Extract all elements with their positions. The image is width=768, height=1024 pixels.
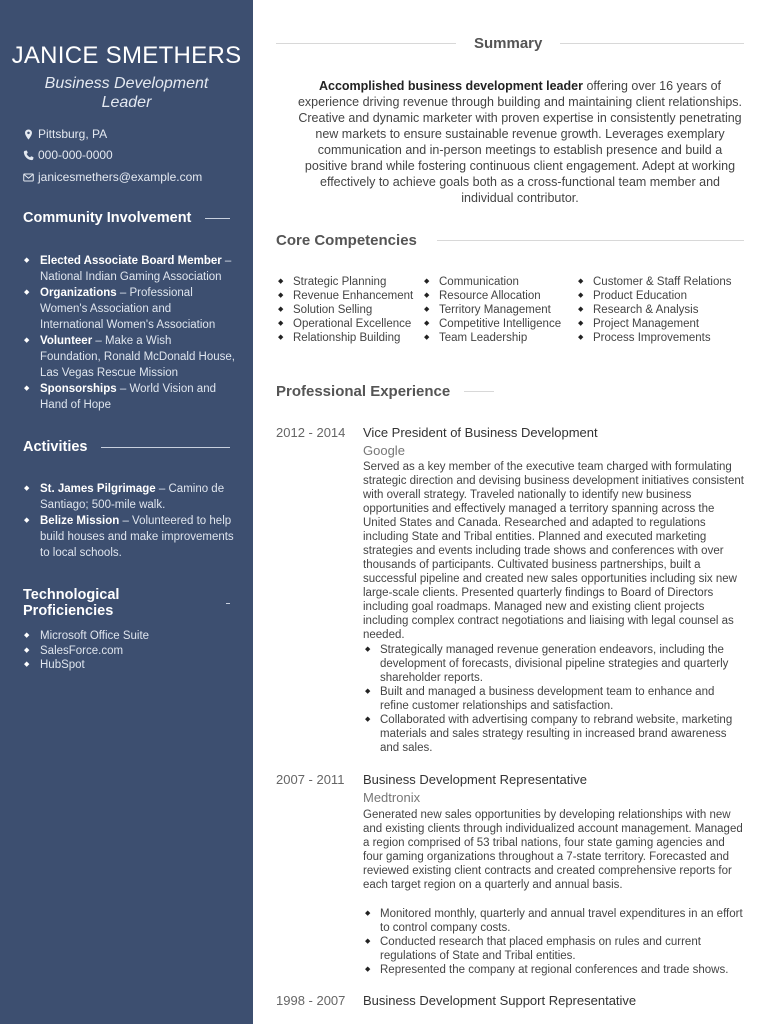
job-bullet: ◆ Strategically managed revenue generation endeavors, including the development of forecasts, divisional pipeline strategies and quarterly shareholder reports. [363,643,745,685]
sidebar [0,0,253,1024]
community-item: ◆ Organizations – Professional Women's Association and International Women's Association [23,285,235,333]
competency-item: ◆ Strategic Planning [277,275,413,289]
job-1-bullets [363,643,745,755]
competency-item: ◆ Research & Analysis [577,303,732,317]
tech-item: ◆ Microsoft Office Suite [23,629,235,644]
phone-text: 000-000-0000 [38,148,113,162]
job-2-company: Medtronix [363,790,421,805]
candidate-title: Business Development Leader [44,75,209,111]
competency-item: ◆ Product Education [577,289,732,303]
job-bullet: ◆ Monitored monthly, quarterly and annual travel expenditures in an effort to control company costs. [363,907,745,935]
contact-phone [23,148,113,162]
summary-lead: Accomplished business development leader [318,79,583,93]
competencies-col-3 [577,275,732,345]
map-pin-icon [23,129,34,140]
competencies-col-1 [277,275,413,345]
activities-heading [23,439,230,455]
community-heading-text: Community Involvement [23,210,192,226]
community-item: ◆ Sponsorships – World Vision and Hand of Hope [23,381,235,413]
competencies-col-2 [423,275,561,345]
activities-heading-rule [101,447,230,448]
competencies-heading [276,232,744,249]
activities-list [23,481,235,561]
job-bullet: ◆ Collaborated with advertising company to rebrand website, marketing materials and sales strategy resulting in increased brand awareness and sales. [363,713,745,755]
activity-item: ◆ St. James Pilgrimage – Camino de Santiago; 500-mile walk. [23,481,235,513]
competency-item: ◆ Team Leadership [423,331,561,345]
job-1-title: Vice President of Business Development [363,425,598,440]
summary-heading [276,35,744,52]
tech-item: ◆ HubSpot [23,658,235,673]
email-text[interactable]: janicesmethers@example.com [38,170,203,184]
job-3-title: Business Development Support Representative [363,993,637,1008]
job-3-years: 1998 - 2007 [276,993,346,1008]
summary-heading-text: Summary [474,35,543,52]
competency-item: ◆ Solution Selling [277,303,413,317]
activity-item: ◆ Belize Mission – Volunteered to help build houses and make improvements to local schools. [23,513,235,561]
envelope-icon [23,172,34,183]
competency-item: ◆ Process Improvements [577,331,732,345]
competency-item: ◆ Customer & Staff Relations [577,275,732,289]
community-heading-rule [205,218,230,219]
community-heading [23,210,230,226]
competency-item: ◆ Resource Allocation [423,289,561,303]
location-text: Pittsburg, PA [38,127,108,141]
competency-item: ◆ Territory Management [423,303,561,317]
tech-list [23,629,235,673]
summary-paragraph [295,78,745,206]
candidate-name: JANICE SMETHERS [11,42,242,69]
contact-location [23,127,107,141]
activities-heading-text: Activities [23,439,88,455]
job-2-title: Business Development Representative [363,772,588,787]
experience-heading [276,383,744,400]
experience-heading-text: Professional Experience [276,383,451,400]
job-2-bullets [363,907,745,977]
competency-item: ◆ Relationship Building [277,331,413,345]
tech-heading-text: Technological Proficiencies [23,587,120,619]
competency-item: ◆ Revenue Enhancement [277,289,413,303]
community-list [23,253,235,413]
job-1-description: Served as a key member of the executive team charged with formulating strategic direction and devising business development initiatives consistent with overall strategy. Traveled nationally to identify new business opportunities and effectively managed a territory spanning across the United States and Canada. Researched and adapted to regulations including State and Tribal entities. Planned and executed marketing strategies and events including trade shows and conferences with over thousands of participants. Cultivated business partnerships, built a successful pipeline and created new sales opportunities including six new large-scale clients. Presented quarterly findings to Board of Directors including goal roadmaps. Managed new and existing client projects including complex contract negotiations and liaising with legal counsel as needed. [363,461,744,641]
tech-heading [23,587,230,619]
job-bullet: ◆ Represented the company at regional conferences and trade shows. [363,963,745,977]
tech-heading-rule [226,603,230,604]
competency-item: ◆ Communication [423,275,561,289]
community-item: ◆ Elected Associate Board Member – National Indian Gaming Association [23,253,235,285]
competencies-heading-text: Core Competencies [276,232,417,249]
competency-item: ◆ Competitive Intelligence [423,317,561,331]
summary-body: offering over 16 years of experience driving revenue through building and maintaining client relationships. Creative and dynamic marketer with proven expertise in consistently penetrating new markets to ensure sustainable revenue growth. Leverages exemplary communication and in-person meetings to establish presence and build a positive brand while fostering continuous client engagement. Adept at working effectively to achieve goals both as a cross-functional team member and individual contributor. [297,79,743,205]
tech-item: ◆ SalesForce.com [23,644,235,659]
job-2-description: Generated new sales opportunities by developing relationships with new and existing clients through individualized account management. Managed a region comprised of 53 tribal nations, four state gaming agencies and four gaming organizations throughout a 7-state territory. Forecasted and reviewed existing client contracts and created comprehensive reports for each target region on a quarterly and annual basis. [363,809,743,891]
competency-item: ◆ Project Management [577,317,732,331]
job-1-company: Google [363,443,405,458]
phone-icon [23,150,34,161]
job-bullet: ◆ Conducted research that placed emphasis on rules and current regulations of State and Tribal entities. [363,935,745,963]
competency-item: ◆ Operational Excellence [277,317,413,331]
job-bullet: ◆ Built and managed a business development team to enhance and refine customer relationships and satisfaction. [363,685,745,713]
job-1-years: 2012 - 2014 [276,425,346,440]
contact-email[interactable] [23,170,202,184]
community-item: ◆ Volunteer – Make a Wish Foundation, Ronald McDonald House, Las Vegas Rescue Mission [23,333,235,381]
job-2-years: 2007 - 2011 [276,772,345,787]
